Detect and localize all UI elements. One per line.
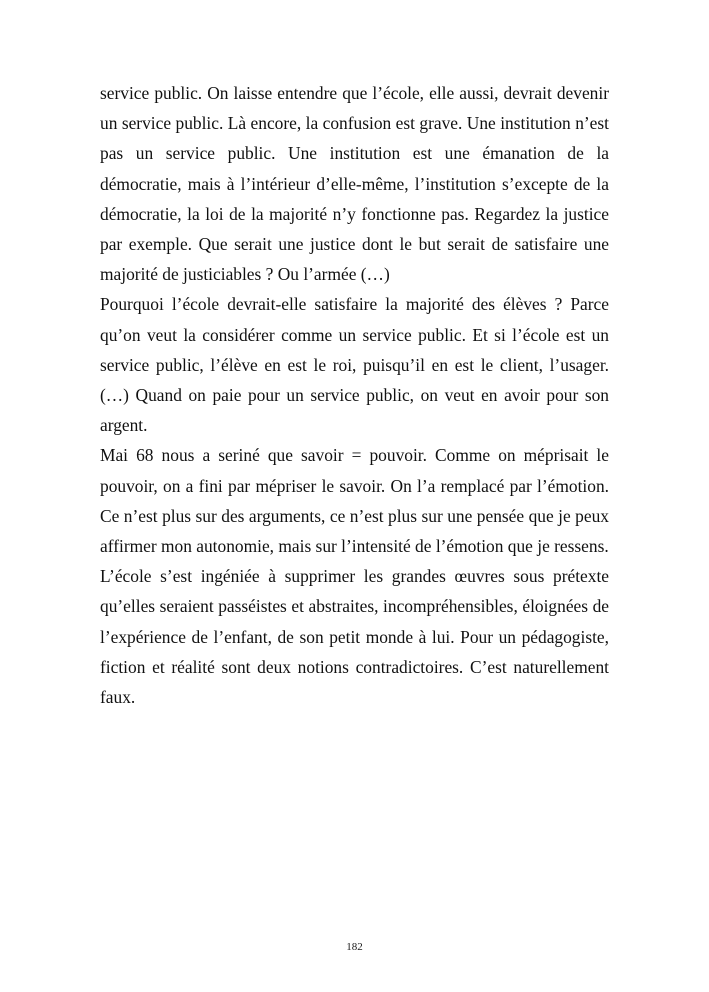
page-body-text xyxy=(100,78,609,712)
paragraph-4: L’école s’est ingéniée à supprimer les grandes œuvres sous prétexte qu’elles seraient passéistes et abstraites, incompréhensibles, éloignées de l’expérience de l’enfant, de son petit monde à lui. Pour un pédagogiste, fiction et réalité sont deux notions contradictoires. C’est naturellement faux. xyxy=(100,566,609,708)
paragraph-2: Pourquoi l’école devrait-elle satisfaire la majorité des élèves ? Parce qu’on veut la considérer comme un service public. Et si l’école est un service public, l’élève en est le roi, puisqu’il en est le client, l’usager. (…) Quand on paie pour un service public, on veut en avoir pour son argent. xyxy=(100,294,609,436)
page-number: 182 xyxy=(346,941,363,953)
paragraph-1: service public. On laisse entendre que l’école, elle aussi, devrait devenir un service public. Là encore, la confusion est grave. Une institution n’est pas un service public. Une institution est une émanation de la démocratie, mais à l’intérieur d’elle-même, l’institution s’excepte de la démocratie, la loi de la majorité n’y fonctionne pas. Regardez la justice par exemple. Que serait une justice dont le but serait de satisfaire une majorité de justiciables ? Ou l’armée (…) xyxy=(100,83,609,285)
paragraph-3: Mai 68 nous a seriné que savoir = pouvoir. Comme on méprisait le pouvoir, on a fini par mépriser le savoir. On l’a remplacé par l’émotion. Ce n’est plus sur des arguments, ce n’est plus sur une pensée que je peux affirmer mon autonomie, mais sur l’intensité de l’émotion que je ressens. xyxy=(100,445,609,557)
